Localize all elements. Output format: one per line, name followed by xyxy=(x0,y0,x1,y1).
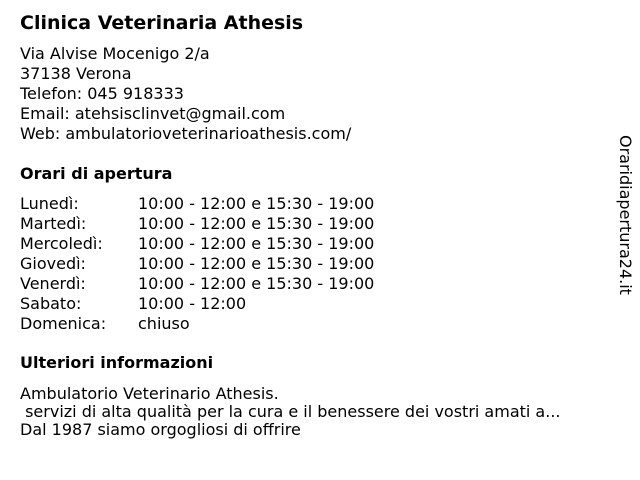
additional-info-text xyxy=(20,385,615,439)
site-watermark xyxy=(612,135,636,310)
hours-day: Martedì: xyxy=(20,214,87,233)
hours-time: chiuso xyxy=(138,314,190,333)
email-address: Email: atehsisclinvet@gmail.com xyxy=(20,104,286,123)
hours-day: Mercoledì: xyxy=(20,234,103,253)
hours-row xyxy=(20,254,374,274)
additional-info-heading: Ulteriori informazioni xyxy=(20,353,214,372)
address-city: 37138 Verona xyxy=(20,64,132,83)
clinic-name: Clinica Veterinaria Athesis xyxy=(20,12,304,34)
hours-time: 10:00 - 12:00 e 15:30 - 19:00 xyxy=(138,194,375,213)
hours-day: Giovedì: xyxy=(20,254,86,273)
website-url: Web: ambulatorioveterinarioathesis.com/ xyxy=(20,124,352,143)
hours-time: 10:00 - 12:00 e 15:30 - 19:00 xyxy=(138,214,375,233)
hours-time: 10:00 - 12:00 e 15:30 - 19:00 xyxy=(138,254,375,273)
opening-hours-table xyxy=(20,194,374,334)
watermark-text: Oraridiapertura24.it xyxy=(616,135,635,295)
hours-row xyxy=(20,194,374,214)
opening-hours-heading: Orari di apertura xyxy=(20,164,173,183)
hours-row xyxy=(20,274,374,294)
contact-block xyxy=(20,44,351,144)
hours-day: Domenica: xyxy=(20,314,107,333)
hours-row xyxy=(20,314,374,334)
hours-day: Sabato: xyxy=(20,294,82,313)
hours-day: Venerdì: xyxy=(20,274,86,293)
hours-time: 10:00 - 12:00 e 15:30 - 19:00 xyxy=(138,234,375,253)
hours-row xyxy=(20,214,374,234)
hours-row xyxy=(20,294,374,314)
hours-day: Lunedì: xyxy=(20,194,79,213)
phone-number: Telefon: 045 918333 xyxy=(20,84,184,103)
hours-time: 10:00 - 12:00 e 15:30 - 19:00 xyxy=(138,274,375,293)
info-line: Dal 1987 siamo orgogliosi di offrire xyxy=(20,421,301,439)
info-line: Ambulatorio Veterinario Athesis. xyxy=(20,385,279,403)
address-street: Via Alvise Mocenigo 2/a xyxy=(20,44,210,63)
info-line: servizi di alta qualità per la cura e il benessere dei vostri amati a... xyxy=(20,403,561,421)
hours-time: 10:00 - 12:00 xyxy=(138,294,247,313)
hours-row xyxy=(20,234,374,254)
